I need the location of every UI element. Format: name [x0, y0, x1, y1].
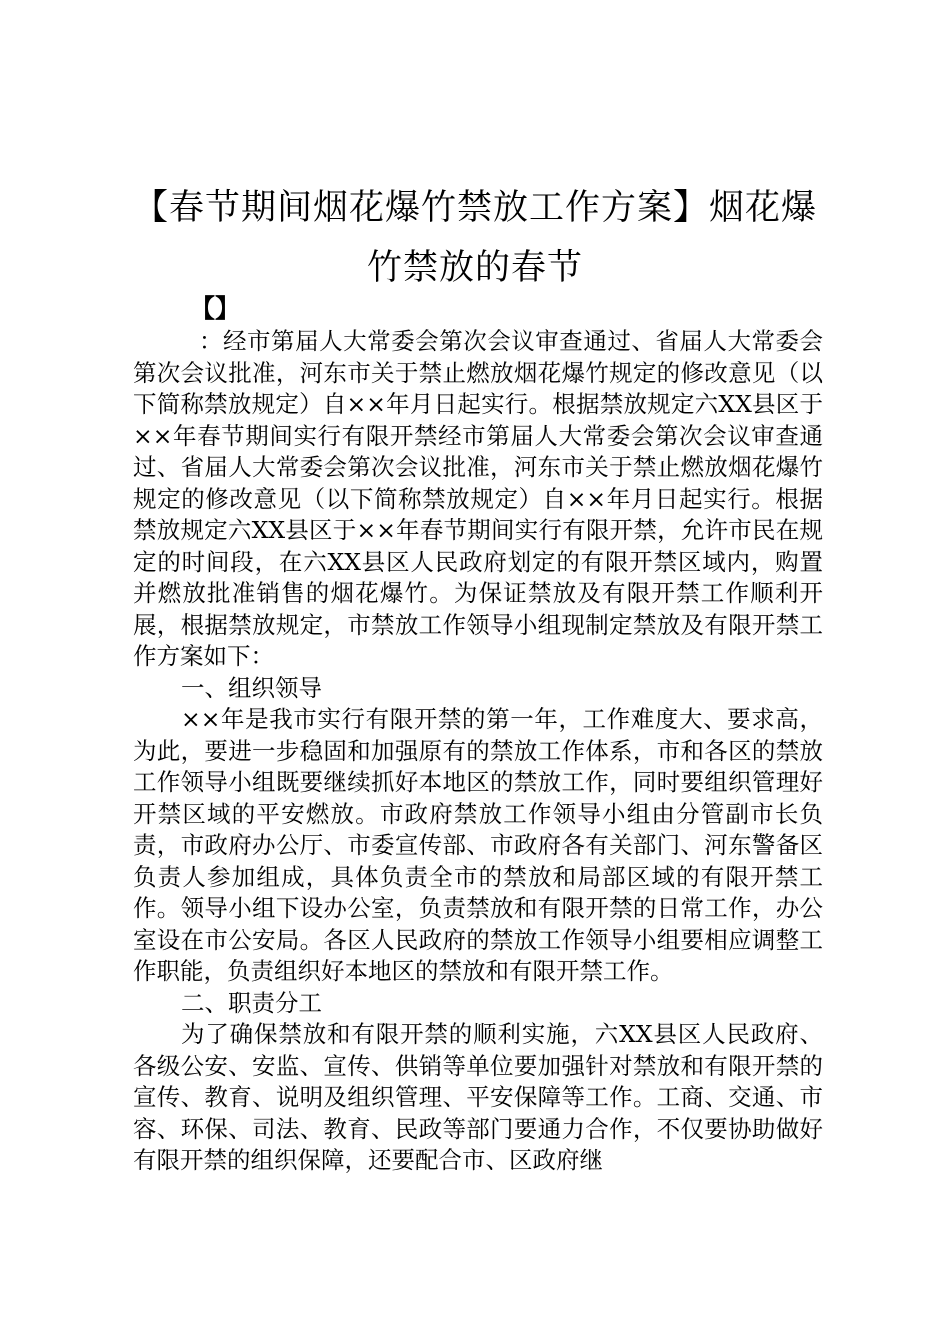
- paragraph-organization: ××年是我市实行有限开禁的第一年，工作难度大、要求高，为此，要进一步稳固和加强原有的禁放工作体系，市和各区的禁放工作领导小组既要继续抓好本地区的禁放工作，同时要组织管理好开禁区域的平安燃放。市政府禁放工作领导小组由分管副市长负责，市政府办公厅、市委宣传部、市政府各有关部门、河东警备区负责人参加组成，具体负责全市的禁放和局部区域的有限开禁工作。领导小组下设办公室，负责禁放和有限开禁的日常工作，办公室设在市公安局。各区人民政府的禁放工作领导小组要相应调整工作职能，负责组织好本地区的禁放和有限开禁工作。: [133, 705, 823, 985]
- document-title: 【春节期间烟花爆竹禁放工作方案】烟花爆竹禁放的春节: [132, 188, 817, 288]
- section-heading-responsibilities: 二、职责分工: [181, 988, 322, 1017]
- section-heading-organization: 一、组织领导: [181, 673, 322, 702]
- bracket-label: 【】: [190, 294, 241, 323]
- paragraph-intro: ：经市第届人大常委会第次会议审查通过、省届人大常委会第次会议批准，河东市关于禁止燃放烟花爆竹规定的修改意见（以下简称禁放规定）自××年月日起实行。根据禁放规定六XX县区于××年春节期间实行有限开禁经市第届人大常委会第次会议审查通过、省届人大常委会第次会议批准，河东市关于禁止燃放烟花爆竹规定的修改意见（以下简称禁放规定）自××年月日起实行。根据禁放规定六XX县区于××年春节期间实行有限开禁，允许市民在规定的时间段，在六XX县区人民政府划定的有限开禁区域内，购置并燃放批准销售的烟花爆竹。为保证禁放及有限开禁工作顺利开展，根据禁放规定，市禁放工作领导小组现制定禁放及有限开禁工作方案如下：: [133, 327, 823, 670]
- paragraph-responsibilities: 为了确保禁放和有限开禁的顺利实施，六XX县区人民政府、各级公安、安监、宣传、供销等单位要加强针对禁放和有限开禁的宣传、教育、说明及组织管理、平安保障等工作。工商、交通、市容、环保、司法、教育、民政等部门要通力合作，不仅要协助做好有限开禁的组织保障，还要配合市、区政府继: [133, 1020, 823, 1174]
- document-body: [133, 326, 823, 1177]
